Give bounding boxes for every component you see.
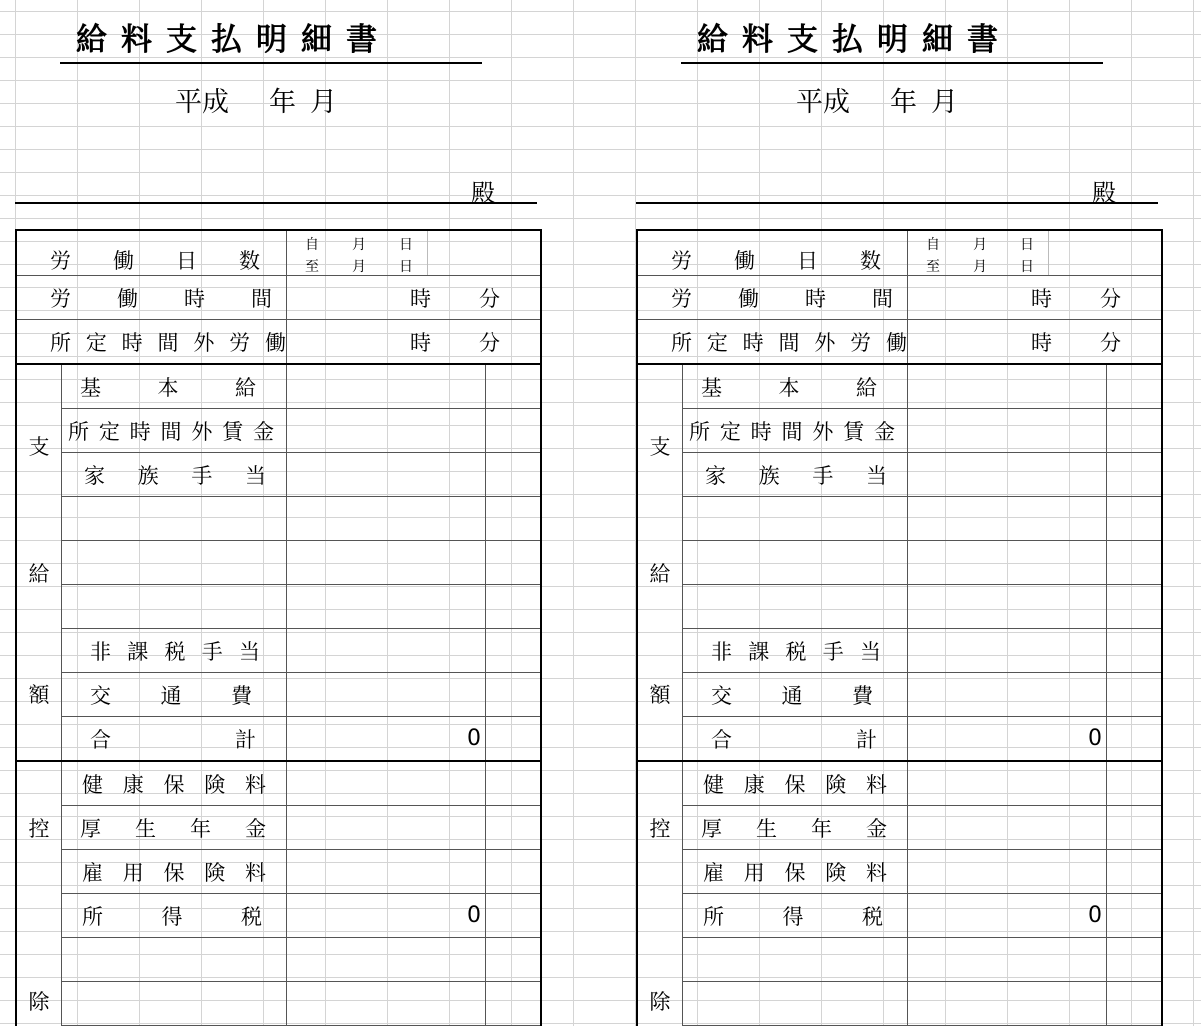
- payment-total-label: 合 計: [683, 717, 908, 762]
- payment-row: [637, 673, 1162, 717]
- deduction-item-label: 健 康 保 険 料: [683, 761, 908, 806]
- payment-amount[interactable]: [287, 409, 486, 453]
- payment-item-label[interactable]: [62, 497, 287, 541]
- deduction-extra-cell[interactable]: [1107, 761, 1163, 806]
- work-hours-row: [16, 276, 541, 320]
- deduction-amount[interactable]: [287, 806, 486, 850]
- payment-row: [16, 364, 541, 409]
- work-hours-label-cell: [637, 276, 908, 320]
- payment-item-label[interactable]: [683, 541, 908, 585]
- payment-amount[interactable]: [908, 585, 1107, 629]
- deduction-extra-cell[interactable]: [1107, 850, 1163, 894]
- deduction-item-label: 雇 用 保 険 料: [62, 850, 287, 894]
- payment-total-label: 合 計: [62, 717, 287, 762]
- deduction-extra-cell[interactable]: [1107, 938, 1163, 982]
- payment-amount[interactable]: [287, 364, 486, 409]
- payment-row: [16, 585, 541, 629]
- payment-row: [637, 409, 1162, 453]
- date-to-line: 至 月 日: [305, 259, 413, 275]
- overtime-label: 所 定 時 間 外 労 働: [671, 330, 907, 355]
- payment-row: [16, 629, 541, 673]
- work-hours-row: [637, 276, 1162, 320]
- deduction-amount[interactable]: 0: [287, 894, 486, 938]
- deduction-extra-cell[interactable]: [486, 894, 542, 938]
- title-underline: [681, 10, 1103, 64]
- payment-item-label: 交 通 費: [683, 673, 908, 717]
- payments-side-label-3: 額: [637, 629, 683, 762]
- payment-item-label: 基 本 給: [683, 364, 908, 409]
- work-days-label-cell: [637, 230, 908, 276]
- payslip-right: [636, 0, 1176, 1020]
- deduction-amount[interactable]: [287, 982, 486, 1026]
- payment-item-label: 所 定 時 間 外 賃 金: [62, 409, 287, 453]
- payment-row: [637, 585, 1162, 629]
- payment-extra-cell[interactable]: [1107, 497, 1163, 541]
- deduction-amount[interactable]: [908, 806, 1107, 850]
- payment-row: [637, 541, 1162, 585]
- year-unit: 年: [269, 87, 296, 118]
- payment-amount[interactable]: [287, 497, 486, 541]
- deduction-item-label: 所 得 税: [62, 894, 287, 938]
- deduction-item-label[interactable]: [62, 982, 287, 1026]
- overtime-label-cell: [637, 320, 908, 365]
- payment-extra-cell[interactable]: [1107, 364, 1163, 409]
- deduction-item-label[interactable]: [683, 938, 908, 982]
- deductions-side-label-1: 控: [637, 761, 683, 894]
- deduction-extra-cell[interactable]: [486, 938, 542, 982]
- payments-side-label-3: 額: [16, 629, 62, 762]
- deduction-item-label: 雇 用 保 険 料: [683, 850, 908, 894]
- work-hours-label: 労 働 時 間: [50, 286, 272, 311]
- deduction-row: [637, 850, 1162, 894]
- payment-row: [637, 497, 1162, 541]
- payment-extra-cell[interactable]: [486, 409, 542, 453]
- work-days-range[interactable]: [908, 230, 1163, 276]
- overtime-label-cell: [16, 320, 287, 365]
- hour-unit: 時: [1031, 286, 1052, 311]
- date-to-line: 至 月 日: [926, 259, 1034, 275]
- overtime-row: [637, 320, 1162, 365]
- deduction-row: [637, 982, 1162, 1026]
- payment-item-label[interactable]: [62, 585, 287, 629]
- work-days-label: 労 働 日 数: [671, 249, 881, 273]
- overtime-row: [16, 320, 541, 365]
- date-from-line: 自 月 日: [926, 237, 1034, 253]
- deduction-row: [16, 806, 541, 850]
- deduction-extra-cell[interactable]: [1107, 982, 1163, 1026]
- payments-side-label-1: 支: [637, 364, 683, 497]
- work-hours-value[interactable]: [287, 276, 542, 320]
- payment-amount[interactable]: [287, 585, 486, 629]
- deduction-row: [16, 894, 541, 938]
- deduction-item-label: 所 得 税: [683, 894, 908, 938]
- payment-amount[interactable]: [908, 453, 1107, 497]
- addressee-honorific: 殿: [1092, 179, 1116, 207]
- overtime-label: 所 定 時 間 外 労 働: [50, 330, 286, 355]
- deduction-item-label[interactable]: [62, 938, 287, 982]
- deduction-row: [16, 761, 541, 806]
- payment-item-label: 非 課 税 手 当: [62, 629, 287, 673]
- payment-extra-cell[interactable]: [486, 497, 542, 541]
- deduction-amount[interactable]: [287, 938, 486, 982]
- deduction-extra-cell[interactable]: [1107, 806, 1163, 850]
- payment-extra-cell[interactable]: [1107, 717, 1163, 762]
- payment-item-label[interactable]: [683, 497, 908, 541]
- payment-item-label[interactable]: [683, 585, 908, 629]
- addressee-line: [15, 202, 537, 204]
- deduction-amount[interactable]: [908, 982, 1107, 1026]
- date-from-line: 自 月 日: [305, 237, 413, 253]
- work-days-row: [637, 230, 1162, 276]
- payment-row: [16, 673, 541, 717]
- hour-unit: 時: [410, 330, 431, 355]
- deduction-amount[interactable]: [287, 850, 486, 894]
- document-title: 給料支払明細書: [697, 22, 1012, 58]
- payment-amount[interactable]: [908, 629, 1107, 673]
- deduction-amount[interactable]: [908, 761, 1107, 806]
- title-underline: [60, 10, 482, 64]
- deduction-row: [637, 894, 1162, 938]
- deductions-side-label-2: 除: [16, 894, 62, 1026]
- payment-extra-cell[interactable]: [486, 541, 542, 585]
- addressee-line: [636, 202, 1158, 204]
- payment-item-label: 所 定 時 間 外 賃 金: [683, 409, 908, 453]
- payment-row: [16, 541, 541, 585]
- deduction-extra-cell[interactable]: [486, 982, 542, 1026]
- payment-row: [637, 453, 1162, 497]
- payment-total-amount: 0: [908, 717, 1107, 762]
- deduction-row: [16, 938, 541, 982]
- deduction-extra-cell[interactable]: [486, 761, 542, 806]
- deduction-item-label: 厚 生 年 金: [62, 806, 287, 850]
- deductions-side-label-1: 控: [16, 761, 62, 894]
- work-hours-label-cell: [16, 276, 287, 320]
- payment-row: [637, 629, 1162, 673]
- payments-side-label-2: 給: [16, 497, 62, 629]
- payment-total-row: [16, 717, 541, 762]
- payment-extra-cell[interactable]: [1107, 585, 1163, 629]
- payment-extra-cell[interactable]: [1107, 453, 1163, 497]
- payment-item-label: 基 本 給: [62, 364, 287, 409]
- year-unit: 年: [890, 87, 917, 118]
- deduction-amount[interactable]: [908, 938, 1107, 982]
- payment-amount[interactable]: [908, 409, 1107, 453]
- payment-extra-cell[interactable]: [486, 453, 542, 497]
- deduction-item-label: 健 康 保 険 料: [62, 761, 287, 806]
- work-days-range[interactable]: [287, 230, 542, 276]
- deduction-row: [637, 761, 1162, 806]
- payment-amount[interactable]: [908, 497, 1107, 541]
- hour-unit: 時: [1031, 330, 1052, 355]
- payment-extra-cell[interactable]: [486, 585, 542, 629]
- payment-amount[interactable]: [287, 629, 486, 673]
- payment-item-label: 交 通 費: [62, 673, 287, 717]
- work-days-label-cell: [16, 230, 287, 276]
- payslip-table: [15, 229, 542, 1026]
- payment-amount[interactable]: [908, 541, 1107, 585]
- pay-period: [796, 80, 958, 119]
- deduction-item-label[interactable]: [683, 982, 908, 1026]
- payment-item-label: 家 族 手 当: [62, 453, 287, 497]
- era-label: 平成: [175, 87, 229, 118]
- payments-side-label-2: 給: [637, 497, 683, 629]
- minute-unit: 分: [479, 330, 500, 355]
- deduction-amount[interactable]: [908, 850, 1107, 894]
- payment-row: [16, 409, 541, 453]
- payment-row: [16, 453, 541, 497]
- hour-unit: 時: [410, 286, 431, 311]
- payment-item-label[interactable]: [62, 541, 287, 585]
- era-label: 平成: [796, 87, 850, 118]
- payment-row: [16, 497, 541, 541]
- payslip-left: [15, 0, 555, 1020]
- payment-row: [637, 364, 1162, 409]
- deduction-extra-cell[interactable]: [486, 850, 542, 894]
- payment-extra-cell[interactable]: [1107, 409, 1163, 453]
- work-days-label: 労 働 日 数: [50, 249, 260, 273]
- payment-total-row: [637, 717, 1162, 762]
- payment-extra-cell[interactable]: [486, 717, 542, 762]
- payslip-table: [636, 229, 1163, 1026]
- minute-unit: 分: [1100, 330, 1121, 355]
- pay-period: [175, 80, 337, 119]
- deduction-row: [16, 982, 541, 1026]
- payment-amount[interactable]: [287, 541, 486, 585]
- payment-amount[interactable]: [908, 673, 1107, 717]
- deductions-side-label-2: 除: [637, 894, 683, 1026]
- minute-unit: 分: [479, 286, 500, 311]
- document-title: 給料支払明細書: [76, 22, 391, 58]
- deduction-row: [637, 806, 1162, 850]
- overtime-value[interactable]: [287, 320, 542, 365]
- payment-amount[interactable]: [287, 673, 486, 717]
- deduction-amount[interactable]: 0: [908, 894, 1107, 938]
- deduction-amount[interactable]: [287, 761, 486, 806]
- payments-side-label-1: 支: [16, 364, 62, 497]
- deduction-row: [637, 938, 1162, 982]
- deduction-extra-cell[interactable]: [1107, 894, 1163, 938]
- payment-item-label: 家 族 手 当: [683, 453, 908, 497]
- payment-extra-cell[interactable]: [1107, 629, 1163, 673]
- payment-extra-cell[interactable]: [1107, 673, 1163, 717]
- payment-extra-cell[interactable]: [1107, 541, 1163, 585]
- work-hours-value[interactable]: [908, 276, 1163, 320]
- overtime-value[interactable]: [908, 320, 1163, 365]
- minute-unit: 分: [1100, 286, 1121, 311]
- deduction-extra-cell[interactable]: [486, 806, 542, 850]
- work-hours-label: 労 働 時 間: [671, 286, 893, 311]
- addressee-honorific: 殿: [471, 179, 495, 207]
- month-unit: 月: [310, 87, 337, 118]
- payment-extra-cell[interactable]: [486, 673, 542, 717]
- work-days-row: [16, 230, 541, 276]
- payment-extra-cell[interactable]: [486, 629, 542, 673]
- payment-total-amount: 0: [287, 717, 486, 762]
- deduction-item-label: 厚 生 年 金: [683, 806, 908, 850]
- payment-amount[interactable]: [287, 453, 486, 497]
- payment-item-label: 非 課 税 手 当: [683, 629, 908, 673]
- payment-amount[interactable]: [908, 364, 1107, 409]
- deduction-row: [16, 850, 541, 894]
- month-unit: 月: [931, 87, 958, 118]
- payment-extra-cell[interactable]: [486, 364, 542, 409]
